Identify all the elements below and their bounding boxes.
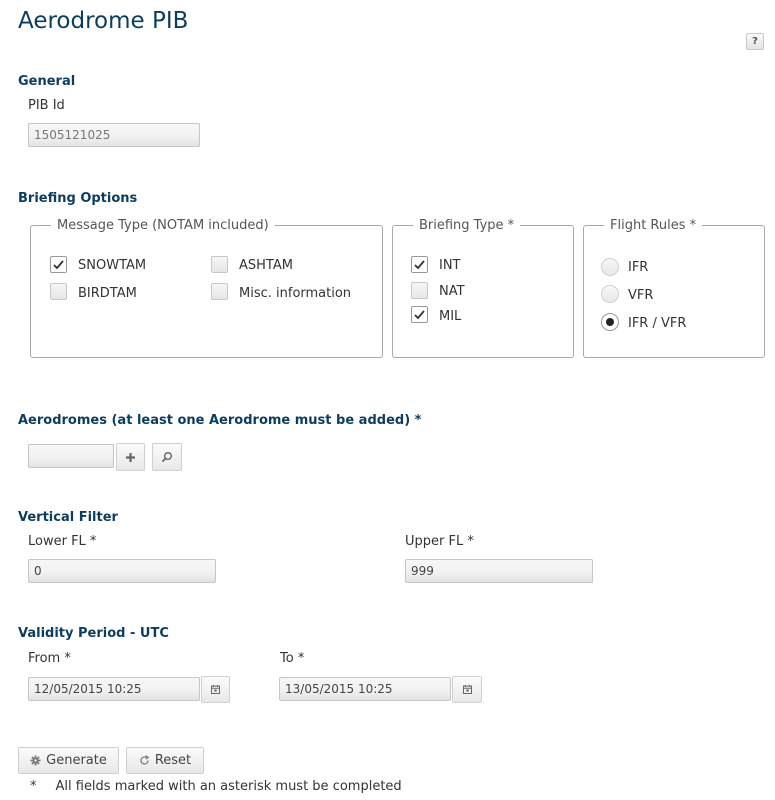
to-calendar-button[interactable] [452,676,482,703]
generate-button[interactable] [18,747,119,774]
validity-period-title: Validity Period - UTC [18,626,169,641]
birdtam-label: BIRDTAM [78,286,137,301]
upper-fl-label: Upper FL * [405,534,474,549]
aerodrome-input[interactable] [28,444,114,468]
from-calendar-button[interactable] [201,676,230,703]
from-label: From * [28,651,71,666]
vertical-filter-title: Vertical Filter [18,510,118,525]
from-date-field[interactable]: 12/05/2015 10:25 [28,677,200,701]
lower-fl-field[interactable]: 0 [28,559,216,583]
refresh-icon [139,755,150,766]
lower-fl-label: Lower FL * [28,534,97,549]
ifr-vfr-label: IFR / VFR [628,316,687,331]
birdtam-checkbox[interactable] [50,283,67,300]
message-type-legend: Message Type (NOTAM included) [57,218,269,233]
mil-label: MIL [439,309,462,324]
page-title: Aerodrome PIB [18,8,189,34]
to-label: To * [280,651,305,666]
footnote-asterisk: * [30,779,37,794]
generate-button-label: Generate [46,753,107,768]
reset-button-label: Reset [154,753,192,768]
vfr-label: VFR [628,288,654,303]
search-aerodrome-button[interactable] [152,443,182,471]
plus-icon [125,452,136,463]
ashtam-label: ASHTAM [239,258,293,273]
int-checkbox[interactable] [411,256,428,273]
snowtam-checkbox[interactable] [50,256,67,273]
nat-checkbox[interactable] [411,282,428,299]
flight-rules-legend: Flight Rules * [610,218,697,233]
general-section-title: General [18,74,76,89]
ifr-label: IFR [628,260,649,275]
calendar-icon [462,684,473,695]
required-fields-footnote [30,779,402,794]
int-label: INT [439,258,461,273]
upper-fl-field[interactable]: 999 [405,559,593,583]
to-date-field[interactable]: 13/05/2015 10:25 [279,677,451,701]
radio-selected-dot [606,318,614,326]
reset-button[interactable] [126,747,204,774]
pib-id-field[interactable]: 1505121025 [28,123,200,147]
calendar-icon [210,684,221,695]
add-aerodrome-button[interactable] [116,443,145,471]
mil-checkbox[interactable] [411,306,428,323]
briefing-options-title: Briefing Options [18,191,138,206]
snowtam-label: SNOWTAM [78,258,147,273]
check-icon [413,308,426,321]
ifr-radio[interactable] [601,258,619,276]
misc-information-label: Misc. information [239,286,352,301]
pib-id-label: PIB Id [28,98,65,113]
gear-icon [30,755,41,766]
ashtam-checkbox[interactable] [211,256,228,273]
help-button[interactable]: ? [746,33,764,50]
check-icon [52,258,65,271]
footnote-text: All fields marked with an asterisk must be completed [55,779,402,794]
check-icon [413,258,426,271]
misc-information-checkbox[interactable] [211,283,228,300]
briefing-type-legend: Briefing Type * [419,218,515,233]
ifr-vfr-radio[interactable] [601,313,619,331]
nat-label: NAT [439,284,465,299]
search-icon [161,451,173,463]
aerodromes-section-title: Aerodromes (at least one Aerodrome must be added) * [18,413,422,428]
vfr-radio[interactable] [601,285,619,303]
